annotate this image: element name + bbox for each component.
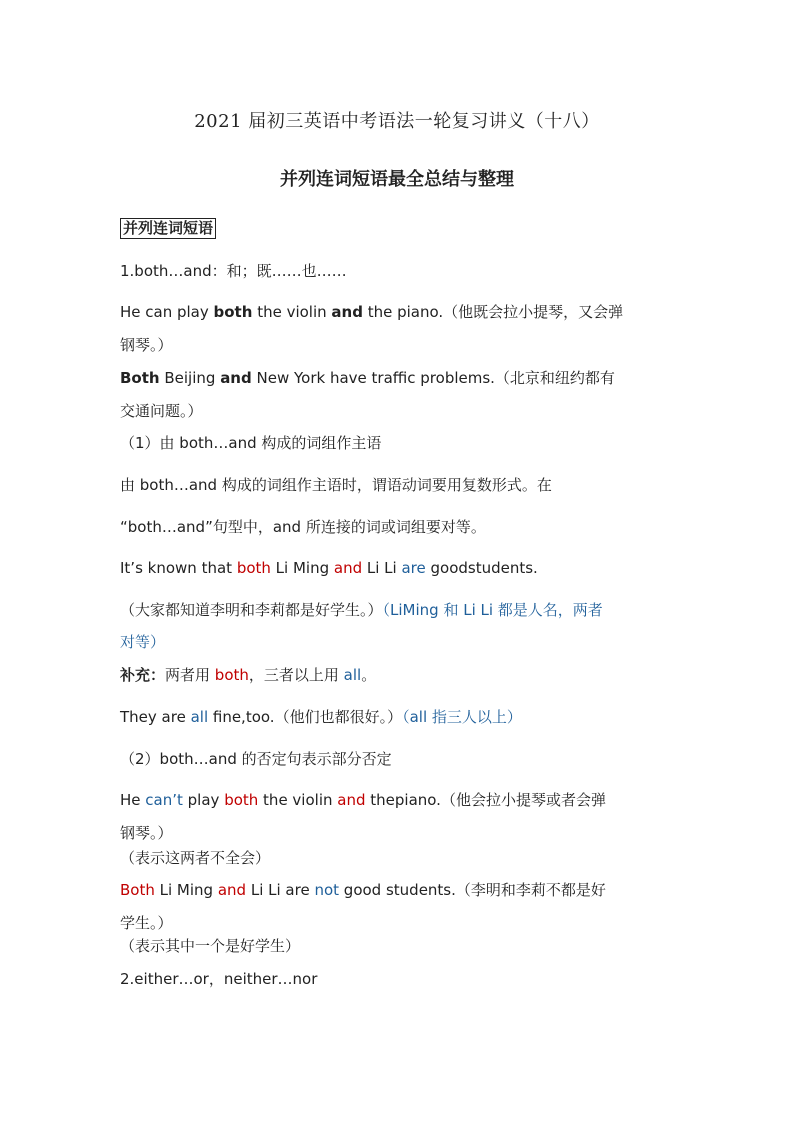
example-3-translation-cont: 对等）: [120, 633, 166, 651]
example-1-cont: 钢琴。）: [120, 336, 173, 354]
rule-1-line-2: “both…and”句型中，and 所连接的词或词组要对等。: [120, 518, 486, 536]
document-subtitle: 并列连词短语最全总结与整理: [280, 169, 514, 190]
rule-1-line-1: 由 both…and 构成的词组作主语时，谓语动词要用复数形式。在: [120, 476, 552, 494]
example-3: It’s known that both Li Ming and Li Li are goodstudents.: [120, 559, 538, 577]
item-1-heading: 1.both…and：和；既……也……: [120, 262, 347, 280]
section-heading-line: [120, 218, 216, 239]
example-5-cont: 钢琴。）: [120, 824, 173, 842]
document-title: 2021 届初三英语中考语法一轮复习讲义（十八）: [194, 111, 600, 132]
example-4: They are all fine,too.（他们也都很好。）（all 指三人以上）: [120, 708, 522, 726]
example-5-note: （表示这两者不全会）: [120, 849, 271, 867]
subheading-2: （2）both…and 的否定句表示部分否定: [120, 750, 392, 768]
subheading-1: （1）由 both…and 构成的词组作主语: [120, 434, 382, 452]
item-2-heading: 2.either…or，neither…nor: [120, 970, 318, 988]
example-2: Both Beijing and New York have traffic problems.（北京和纽约都有: [120, 369, 615, 387]
example-6-cont: 学生。）: [120, 914, 173, 932]
example-5: He can’t play both the violin and thepiano.（他会拉小提琴或者会弹: [120, 791, 606, 809]
example-1: He can play both the violin and the piano.（他既会拉小提琴，又会弹: [120, 303, 624, 321]
supplement: 补充：两者用 both，三者以上用 all。: [120, 666, 377, 684]
example-3-translation: （大家都知道李明和李莉都是好学生。）（LiMing 和 Li Li 都是人名，两者: [120, 601, 603, 619]
example-2-cont: 交通问题。）: [120, 402, 203, 420]
section-heading: 并列连词短语: [120, 218, 216, 239]
example-6: Both Li Ming and Li Li are not good students.（李明和李莉不都是好: [120, 881, 606, 899]
example-6-note: （表示其中一个是好学生）: [120, 937, 301, 955]
